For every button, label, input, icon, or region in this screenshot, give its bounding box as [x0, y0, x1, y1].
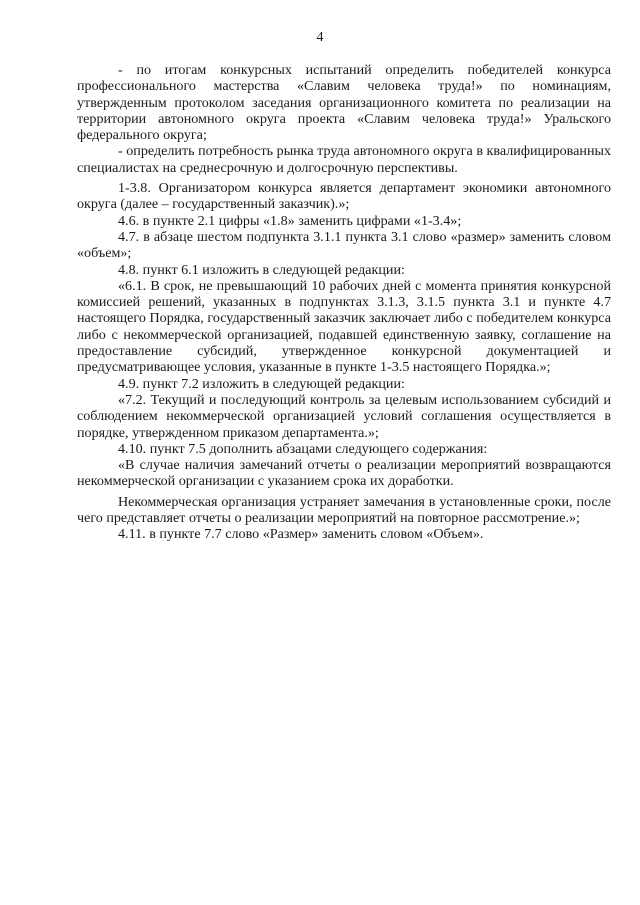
paragraph-winners: - по итогам конкурсных испытаний определить победителей конкурса профессионального мастерства «Славим человека труда!» по номинациям, утвержденным протоколом заседания организационного комитета по реализации на территории автономного округа проекта «Славим человека труда!» Уральского федерального округа; [77, 62, 611, 144]
document-body [77, 62, 611, 543]
paragraph-remarks: «В случае наличия замечаний отчеты о реализации мероприятий возвращаются некоммерческой организации с указанием срока их доработки. [77, 457, 611, 490]
paragraph-4-10: 4.10. пункт 7.5 дополнить абзацами следующего содержания: [118, 440, 488, 457]
paragraph-resubmission: Некоммерческая организация устраняет замечания в установленные сроки, после чего представляет отчеты о реализации мероприятий на повторное рассмотрение.»; [77, 493, 611, 527]
paragraph-4-11: 4.11. в пункте 7.7 слово «Размер» заменить словом «Объем». [118, 526, 484, 543]
paragraph-4-8: 4.8. пункт 6.1 изложить в следующей редакции: [118, 261, 405, 278]
paragraph-labor-demand: - определить потребность рынка труда автономного округа в квалифицированных специалистах на среднесрочную и долгосрочную перспективы. [77, 143, 611, 176]
paragraph-4-7: 4.7. в абзаце шестом подпункта 3.1.1 пункта 3.1 слово «размер» заменить словом «объем»; [77, 228, 611, 262]
page-number: 4 [316, 30, 324, 45]
paragraph-4-9: 4.9. пункт 7.2 изложить в следующей редакции: [118, 375, 405, 392]
paragraph-6-1: «6.1. В срок, не превышающий 10 рабочих дней с момента принятия конкурсной комиссией решений, указанных в подпунктах 3.1.3, 3.1.5 пункта 3.1 и пункте 4.7 настоящего Порядка, государственный заказчик заключает либо с победителем конкурса либо с некоммерческой организацией, подавшей единственную заявку, соглашение на предоставление субсидий, утвержденное конкурсной документацией и предусматривающее условия, указанные в пункте 1-3.5 настоящего Порядка.»; [77, 277, 611, 376]
paragraph-7-2: «7.2. Текущий и последующий контроль за целевым использованием субсидий и соблюдением некоммерческой организацией условий соглашения осуществляется в порядке, утвержденном приказом департамента.»; [77, 391, 611, 441]
paragraph-organizer: 1-3.8. Организатором конкурса является департамент экономики автономного округа (далее – государственный заказчик).»; [77, 180, 611, 213]
paragraph-4-6: 4.6. в пункте 2.1 цифры «1.8» заменить цифрами «1-3.4»; [118, 212, 462, 229]
